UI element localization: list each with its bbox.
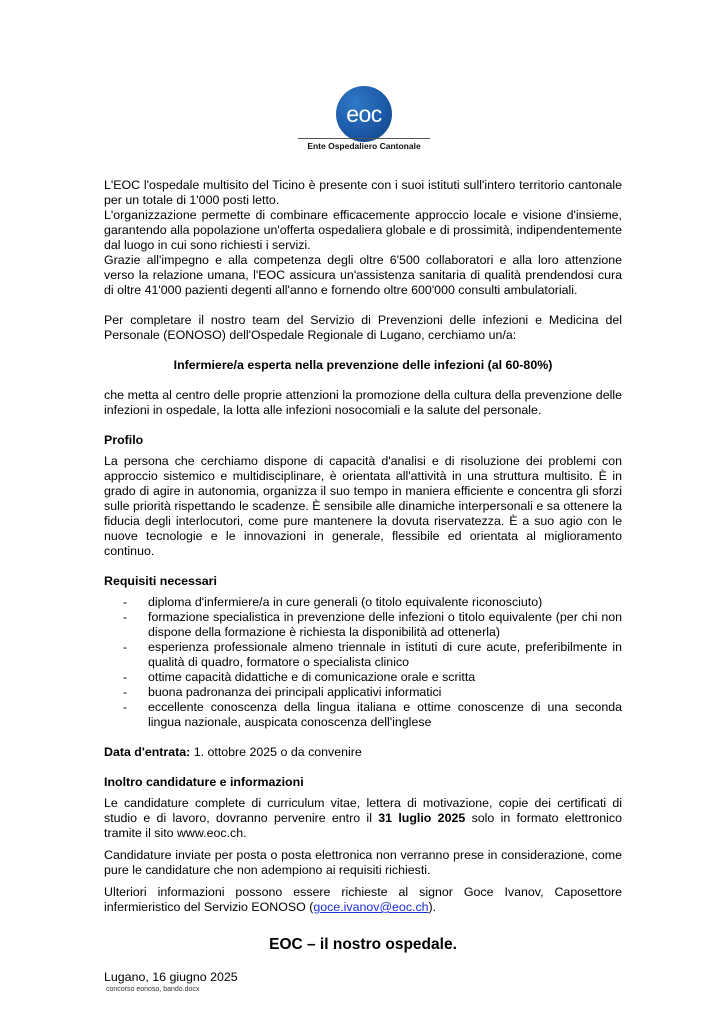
position-title: Infermiere/a esperta nella prevenzione delle infezioni (al 60-80%) <box>173 358 553 372</box>
application-text-after: solo in formato elettronico tramite il sito www.eoc.ch. <box>104 811 623 840</box>
list-item <box>104 610 622 640</box>
requirement-text: formazione specialistica in prevenzione delle infezioni o titolo equivalente (per chi non dispone della formazione è richiesta la disponibilità ad ottenerla) <box>148 610 622 639</box>
profile-heading: Profilo <box>104 433 144 447</box>
footer-filename: concorso eonoso, bando.docx <box>106 986 200 993</box>
search-text: Per completare il nostro team del Servizio di Prevenzioni delle infezioni e Medicina del Personale (EONOSO) dell'Ospedale Regionale di Lugano, cerchiamo un/a: <box>104 313 622 342</box>
intro-paragraph-2: L'organizzazione permette di combinare efficacemente approccio locale e visione d'insieme, garantendo alla popolazione un'offerta ospedaliera globale e di prossimità, indipendentemente dal luogo in cui sono richiesti i servizi. <box>104 208 622 252</box>
document-body <box>104 178 622 994</box>
list-item <box>104 670 622 685</box>
logo-mark-text: eoc <box>346 101 382 127</box>
requirement-text: eccellente conoscenza della lingua italiana e ottime conoscenze di una seconda lingua nazionale, auspicata conoscenza dell'inglese <box>148 700 622 729</box>
intro-paragraph-1: L'EOC l'ospedale multisito del Ticino è presente con i suoi istituti sull'intero territorio cantonale per un totale di 1'000 posti letto. <box>104 178 622 207</box>
start-date-value: 1. ottobre 2025 o da convenire <box>193 745 362 759</box>
logo-divider <box>298 138 430 139</box>
list-dash: - <box>123 640 128 654</box>
requirement-text: esperienza professionale almeno triennale in istituti di cure acute, preferibilmente in qualità di quadro, formatore o specialista clinico <box>148 640 622 669</box>
application-heading: Inoltro candidature e informazioni <box>104 775 304 789</box>
intro-paragraph-3: Grazie all'impegno e alla competenza degli oltre 6'500 collaboratori e alla loro attenzione verso la relazione umana, l'EOC assicura un'assistenza sanitaria di qualità prendendosi cura di oltre 41'000 pazienti degenti all'anno e fornendo oltre 600'000 consulti ambulatoriali. <box>104 253 622 297</box>
requirement-text: diploma d'infermiere/a in cure generali (o titolo equivalente riconosciuto) <box>148 595 543 609</box>
application-text-before: Le candidature complete di curriculum vitae, lettera di motivazione, copie dei certificati di studio e di lavoro, dovranno pervenire entro il <box>104 796 622 825</box>
requirements-heading: Requisiti necessari <box>104 574 217 588</box>
application-paragraph-2: Candidature inviate per posta o posta elettronica non verranno prese in considerazione, come pure le candidature che non adempiono ai requisiti richiesti. <box>104 848 622 877</box>
list-item <box>104 700 622 730</box>
list-dash: - <box>123 685 128 699</box>
logo-subtitle: Ente Ospedaliero Cantonale <box>307 141 421 151</box>
footer-place-date: Lugano, 16 giugno 2025 <box>104 970 238 984</box>
list-item <box>104 595 622 610</box>
list-dash: - <box>123 595 128 609</box>
position-description: che metta al centro delle proprie attenzioni la promozione della cultura della prevenzione delle infezioni in ospedale, la lotta alle infezioni nosocomiali e la salute del personale. <box>104 388 622 417</box>
list-item <box>104 640 622 670</box>
list-dash: - <box>123 610 128 624</box>
application-paragraph-1 <box>104 796 622 841</box>
list-dash: - <box>123 700 128 714</box>
requirement-text: buona padronanza dei principali applicativi informatici <box>148 685 442 699</box>
application-paragraph-3 <box>104 885 622 915</box>
contact-email-link[interactable]: goce.ivanov@eoc.ch <box>313 900 429 914</box>
contact-text-after: ). <box>428 900 437 914</box>
profile-text: La persona che cerchiamo dispone di capacità d'analisi e di risoluzione dei problemi con approccio sistemico e multidisciplinare, è orientata all'attività in una struttura multisito. È in grado di agire in autonomia, organizza il suo tempo in maniera efficiente e concentra gli sforzi sulle priorità rispettando le scadenze. È sensibile alle dinamiche interpersonali e sa ottenere la fiducia degli interlocutori, come pure mantenere la dovuta riservatezza. È a suo agio con le nuove tecnologie e le innovazioni in generale, flessibile ed orientata al miglioramento continuo. <box>104 454 622 558</box>
list-item <box>104 685 622 700</box>
requirement-text: ottime capacità didattiche e di comunicazione orale e scritta <box>148 670 476 684</box>
application-deadline: 31 luglio 2025 <box>378 811 466 825</box>
contact-text-before: Ulteriori informazioni possono essere richieste al signor Goce Ivanov, Caposettore infermieristico del Servizio EONOSO ( <box>104 885 622 914</box>
motto: EOC – il nostro ospedale. <box>269 936 457 953</box>
start-date-label: Data d'entrata: <box>104 745 191 759</box>
list-dash: - <box>123 670 128 684</box>
start-date <box>104 745 622 760</box>
eoc-logo <box>298 86 430 152</box>
requirements-list <box>104 595 622 730</box>
